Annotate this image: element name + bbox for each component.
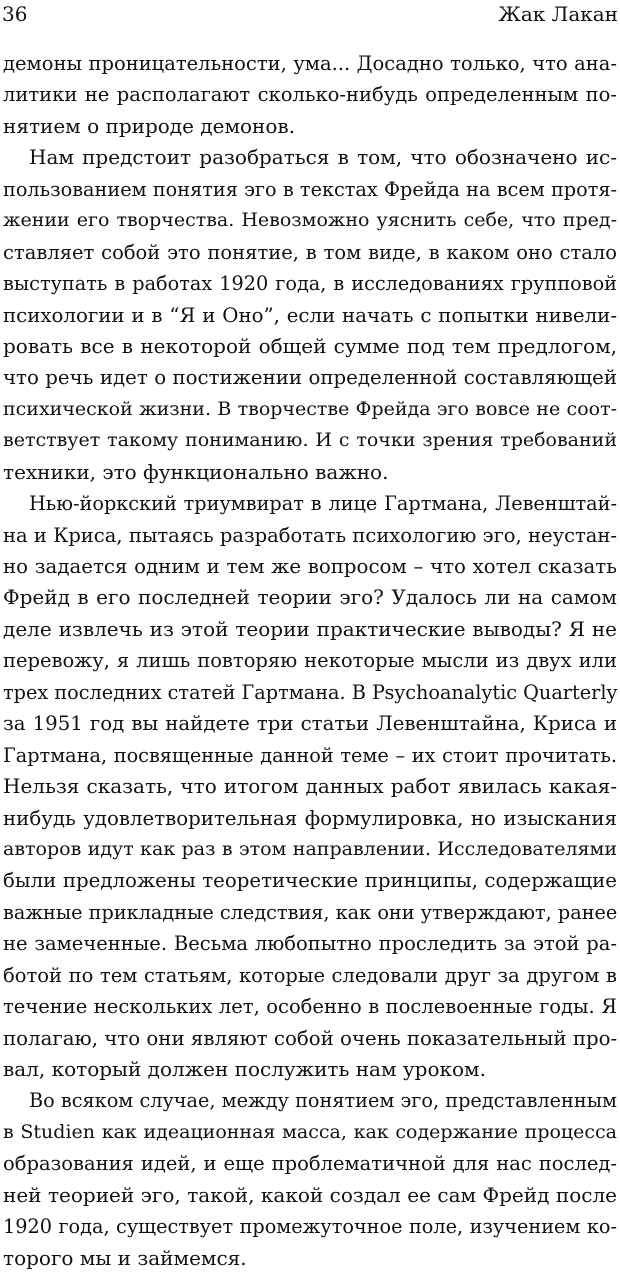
text-line: ставляет собой это понятие, в том виде, в каком оно стало xyxy=(3,240,617,264)
paragraph-1 xyxy=(3,48,617,142)
text-line: ботой по тем статьям, которые следовали друг за другом в xyxy=(3,963,617,987)
text-line: на и Криса, пытаясь разработать психологию эго, неустан- xyxy=(3,523,617,547)
text-line: не замеченные. Весьма любопытно проследить за этой ра- xyxy=(3,932,617,956)
text-line: нибудь удовлетворительная формулировка, но изыскания xyxy=(3,806,617,830)
paragraph-2 xyxy=(3,142,617,488)
text-line: были предложены теоретические принципы, содержащие xyxy=(3,869,617,893)
text-line: течение нескольких лет, особенно в послевоенные годы. Я xyxy=(3,995,617,1019)
paragraph-3 xyxy=(3,488,617,1085)
text-line: в Studien как идеационная масса, как содержание процесса xyxy=(3,1120,617,1143)
text-line: трех последних статей Гартмана. В Psychoanalytic Quarterly xyxy=(3,680,618,704)
text-line: литики не располагают сколько-нибудь определенным по- xyxy=(3,83,617,107)
paragraph-4 xyxy=(3,1085,617,1274)
text-line: что речь идет о постижении определенной составляющей xyxy=(3,366,617,390)
text-line: ровать все в некоторой общей сумме под тем предлогом, xyxy=(3,333,617,358)
text-line: Фрейд в его последней теории эго? Удалось ли на самом xyxy=(3,585,617,610)
running-title: Жак Лакан xyxy=(498,2,618,26)
text-line: психической жизни. В творчестве Фрейда эго вовсе не соот- xyxy=(3,397,617,420)
text-line: образования идей, и еще проблематичной для нас послед- xyxy=(3,1152,617,1176)
text-line: перевожу, я лишь повторяю некоторые мысли из двух или xyxy=(3,649,617,673)
text-line: пользованием понятия эго в текстах Фрейда на всем протя- xyxy=(3,177,617,201)
text-line: нятием о природе демонов. xyxy=(3,113,296,138)
text-line: за 1951 год вы найдете три статьи Левенштайна, Криса и xyxy=(3,712,617,736)
text-line: психологии и в “Я и Оно”, если начать с попытки нивели- xyxy=(3,303,617,327)
text-line: выступать в работах 1920 года, в исследованиях групповой xyxy=(3,272,617,296)
text-line: Нью-йоркский триумвират в лице Гартмана, Левенштай- xyxy=(29,492,617,516)
text-line: 1920 года, существует промежуточное поле, изучением ко- xyxy=(3,1215,617,1239)
text-line: деле извлечь из этой теории практические выводы? Я не xyxy=(3,616,617,641)
text-line: ней теорией эго, такой, какой создал ее сам Фрейд после xyxy=(3,1182,617,1207)
text-line: Во всяком случае, между понятием эго, представленным xyxy=(29,1089,617,1113)
text-line: жении его творчества. Невозможно уяснить себе, что пред- xyxy=(3,209,617,232)
text-line: но задается одним и тем же вопросом – что хотел сказать xyxy=(3,555,617,578)
text-line: техники, это функционально важно. xyxy=(3,459,389,484)
text-line: Нельзя сказать, что итогом данных работ явилась какая- xyxy=(3,774,617,799)
page-number: 36 xyxy=(2,2,28,26)
text-line: полагаю, что они являют собой очень показательный про- xyxy=(3,1026,618,1050)
text-line: авторов идут как раз в этом направлении. Исследователями xyxy=(3,837,617,860)
text-line: вал, который должен послужить нам уроком. xyxy=(3,1057,486,1081)
text-line: ветствует такому пониманию. И с точки зрения требований xyxy=(3,429,617,452)
page-header xyxy=(2,0,618,34)
text-line: демоны проницательности, ума... Досадно только, что ана- xyxy=(3,52,617,75)
body-text xyxy=(3,48,617,1274)
text-line: торого мы и займемся. xyxy=(3,1245,247,1270)
text-line: Нам предстоит разобраться в том, что обозначено ис- xyxy=(29,145,617,170)
text-line: Гартмана, посвященные данной теме – их стоит прочитать. xyxy=(3,743,617,767)
text-line: важные прикладные следствия, как они утверждают, ранее xyxy=(3,900,618,924)
